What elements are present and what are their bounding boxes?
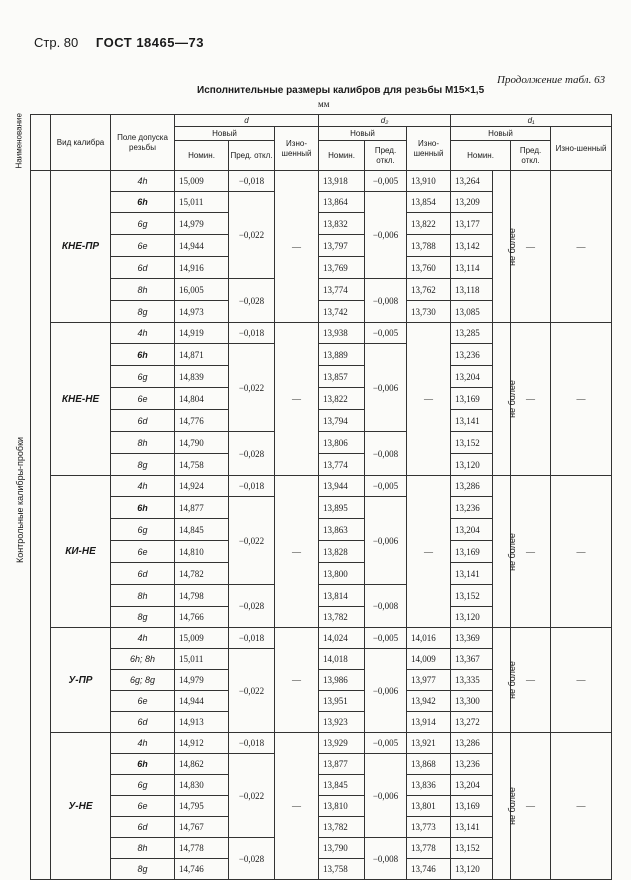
d2-new-header: Новый xyxy=(319,127,407,141)
d1-nominal-cell: 13,264 xyxy=(451,171,493,192)
d2-nominal-cell: 13,923 xyxy=(319,712,365,733)
d2-worn-cell: 14,009 xyxy=(407,649,451,670)
name-header-cell xyxy=(31,115,51,171)
d2-nominal-cell: 13,986 xyxy=(319,670,365,691)
d2-nominal-cell: 13,877 xyxy=(319,754,365,775)
tolerance-cell: 4h xyxy=(111,171,175,192)
gauge-type-cell: У-НЕ xyxy=(51,733,111,880)
d-deviation-cell: −0,028 xyxy=(229,279,275,323)
d-nominal-cell: 14,916 xyxy=(175,257,229,279)
d2-worn-cell: 13,778 xyxy=(407,838,451,859)
tolerance-cell: 6h xyxy=(111,344,175,366)
not-more-cell xyxy=(493,171,517,323)
d-deviation-cell: −0,022 xyxy=(229,192,275,279)
d-nominal-cell: 15,009 xyxy=(175,628,229,649)
d2-nominal-cell: 13,864 xyxy=(319,192,365,213)
d2-nominal-cell: 13,810 xyxy=(319,796,365,817)
tolerance-cell: 6h xyxy=(111,754,175,775)
d2-nominal-cell: 13,774 xyxy=(319,279,365,301)
d-deviation-cell: −0,018 xyxy=(229,171,275,192)
d2-nominal-cell: 13,951 xyxy=(319,691,365,712)
table-unit: мм xyxy=(318,99,330,109)
page-header xyxy=(34,35,204,50)
d-nominal-cell: 14,924 xyxy=(175,476,229,497)
d1-nominal-cell: 13,118 xyxy=(451,279,493,301)
d2-nominal-cell: 13,797 xyxy=(319,235,365,257)
d1-nominal-cell: 13,120 xyxy=(451,454,493,476)
tolerance-cell: 4h xyxy=(111,628,175,649)
gauge-type-cell: КНЕ-НЕ xyxy=(51,323,111,476)
d2-worn-cell: 13,868 xyxy=(407,754,451,775)
d1-nominal-cell: 13,169 xyxy=(451,541,493,563)
tolerance-cell: 6g xyxy=(111,775,175,796)
tolerance-cell: 6d xyxy=(111,257,175,279)
d1-deviation-cell: — xyxy=(511,323,551,476)
d2-worn-cell: 13,788 xyxy=(407,235,451,257)
tolerance-cell: 6e xyxy=(111,388,175,410)
tolerance-cell: 6h xyxy=(111,497,175,519)
tolerance-cell: 6e xyxy=(111,235,175,257)
tolerance-cell: 4h xyxy=(111,733,175,754)
d1-deviation-cell: — xyxy=(511,171,551,323)
d1-worn-header: Изно-шенный xyxy=(551,127,612,171)
d-nominal-cell: 14,871 xyxy=(175,344,229,366)
d1-nominal-cell: 13,335 xyxy=(451,670,493,691)
d2-worn-cell: 13,836 xyxy=(407,775,451,796)
d2-worn-cell: — xyxy=(407,476,451,628)
d2-nominal-cell: 13,800 xyxy=(319,563,365,585)
group-label: Контрольные калибры-пробки xyxy=(15,436,25,564)
tolerance-cell: 8g xyxy=(111,607,175,628)
continuation-note: Продолжение табл. 63 xyxy=(497,74,606,86)
gauge-type-cell: КИ-НЕ xyxy=(51,476,111,628)
page-number: Стр. 80 xyxy=(34,35,79,50)
d1-nominal-cell: 13,120 xyxy=(451,859,493,880)
tolerance-cell: 6g xyxy=(111,213,175,235)
d1-nominal-cell: 13,300 xyxy=(451,691,493,712)
d1-nominal-cell: 13,272 xyxy=(451,712,493,733)
d2-worn-cell: 13,730 xyxy=(407,301,451,323)
d2-nominal-cell: 13,769 xyxy=(319,257,365,279)
d-deviation-cell: −0,022 xyxy=(229,497,275,585)
d2-nominal-cell: 13,828 xyxy=(319,541,365,563)
d-nominal-cell: 14,913 xyxy=(175,712,229,733)
d1-nominal-cell: 13,169 xyxy=(451,796,493,817)
d-nominal-cell: 14,919 xyxy=(175,323,229,344)
d1-deviation-cell: — xyxy=(511,733,551,880)
d2-nominal-cell: 13,782 xyxy=(319,817,365,838)
d-nominal-cell: 14,973 xyxy=(175,301,229,323)
d-nominal-cell: 14,782 xyxy=(175,563,229,585)
d2-nominal-cell: 13,889 xyxy=(319,344,365,366)
d-worn-header: Изно-шенный xyxy=(275,127,319,171)
d2-deviation-cell: −0,008 xyxy=(365,279,407,323)
d1-nominal-cell: 13,204 xyxy=(451,519,493,541)
tolerance-cell: 6g xyxy=(111,519,175,541)
d-nominal-cell: 14,776 xyxy=(175,410,229,432)
d2-deviation-cell: −0,006 xyxy=(365,192,407,279)
d2-worn-cell: 13,977 xyxy=(407,670,451,691)
d2-worn-cell: 13,773 xyxy=(407,817,451,838)
d2-nominal-cell: 14,024 xyxy=(319,628,365,649)
tolerance-cell: 6e xyxy=(111,541,175,563)
d2-worn-cell: 13,746 xyxy=(407,859,451,880)
tolerance-cell: 6g; 8g xyxy=(111,670,175,691)
d1-nominal-cell: 13,236 xyxy=(451,344,493,366)
d1-deviation-cell: — xyxy=(511,476,551,628)
d1-nominal-cell: 13,141 xyxy=(451,563,493,585)
d-deviation-cell: −0,028 xyxy=(229,432,275,476)
d1-nominal-cell: 13,177 xyxy=(451,213,493,235)
d2-deviation-cell: −0,006 xyxy=(365,344,407,432)
d2-nominal-cell: 13,814 xyxy=(319,585,365,607)
d1-nominal-cell: 13,169 xyxy=(451,388,493,410)
d1-nominal-cell: 13,236 xyxy=(451,497,493,519)
tolerance-cell: 6d xyxy=(111,712,175,733)
d2-worn-cell: 13,910 xyxy=(407,171,451,192)
d2-nominal-cell: 13,938 xyxy=(319,323,365,344)
d-nominal-cell: 14,790 xyxy=(175,432,229,454)
not-more-label: не более xyxy=(506,532,517,571)
table-row xyxy=(31,171,612,192)
not-more-label: не более xyxy=(506,787,517,825)
d2-worn-cell: 13,822 xyxy=(407,213,451,235)
not-more-label: не более xyxy=(506,661,517,699)
d2-nominal-cell: 13,918 xyxy=(319,171,365,192)
d-deviation-cell: −0,022 xyxy=(229,649,275,733)
d2-header: d₂ xyxy=(319,115,451,127)
table-body xyxy=(31,171,612,880)
group-label-cell xyxy=(31,171,51,880)
tolerance-cell: 8h xyxy=(111,838,175,859)
d1-nominal-cell: 13,141 xyxy=(451,817,493,838)
table-row xyxy=(31,733,612,754)
d2-nominal-cell: 13,845 xyxy=(319,775,365,796)
tolerance-cell: 6h xyxy=(111,192,175,213)
d1-nominal-cell: 13,114 xyxy=(451,257,493,279)
d-worn-cell: — xyxy=(275,171,319,323)
gauge-table xyxy=(30,114,612,880)
not-more-cell xyxy=(493,628,517,733)
d1-deviation-cell: — xyxy=(511,628,551,733)
gauge-type-cell: КНЕ-ПР xyxy=(51,171,111,323)
d2-deviation-cell: −0,006 xyxy=(365,754,407,838)
d1-nominal-cell: 13,236 xyxy=(451,754,493,775)
d1-worn-cell: — xyxy=(551,171,612,323)
d2-nominal-cell: 13,806 xyxy=(319,432,365,454)
tolerance-cell: 6d xyxy=(111,817,175,838)
d-nominal-cell: 15,011 xyxy=(175,649,229,670)
d-nominal-cell: 14,804 xyxy=(175,388,229,410)
d1-nominal-cell: 13,285 xyxy=(451,323,493,344)
d-deviation-cell: −0,022 xyxy=(229,754,275,838)
d-worn-cell: — xyxy=(275,476,319,628)
d-deviation-header: Пред. откл. xyxy=(229,141,275,171)
d1-nominal-cell: 13,152 xyxy=(451,432,493,454)
d2-deviation-cell: −0,008 xyxy=(365,432,407,476)
d2-worn-cell: 14,016 xyxy=(407,628,451,649)
d-nominal-cell: 14,912 xyxy=(175,733,229,754)
table-row xyxy=(31,476,612,497)
d-deviation-cell: −0,018 xyxy=(229,323,275,344)
d2-deviation-cell: −0,008 xyxy=(365,838,407,880)
d1-nominal-cell: 13,286 xyxy=(451,476,493,497)
d-nominal-cell: 14,766 xyxy=(175,607,229,628)
d-nominal-cell: 14,979 xyxy=(175,213,229,235)
d-nominal-cell: 14,845 xyxy=(175,519,229,541)
d2-deviation-cell: −0,005 xyxy=(365,323,407,344)
d-nominal-cell: 14,839 xyxy=(175,366,229,388)
d1-nominal-cell: 13,369 xyxy=(451,628,493,649)
d1-nominal-cell: 13,286 xyxy=(451,733,493,754)
d2-nominal-cell: 13,758 xyxy=(319,859,365,880)
d-deviation-cell: −0,018 xyxy=(229,628,275,649)
d-worn-cell: — xyxy=(275,733,319,880)
d2-deviation-cell: −0,008 xyxy=(365,585,407,628)
d1-nominal-cell: 13,120 xyxy=(451,607,493,628)
not-more-cell xyxy=(493,323,517,476)
d1-nominal-cell: 13,367 xyxy=(451,649,493,670)
d1-nominal-cell: 13,142 xyxy=(451,235,493,257)
d-deviation-cell: −0,028 xyxy=(229,585,275,628)
d2-nominal-cell: 13,944 xyxy=(319,476,365,497)
d-nominal-cell: 14,944 xyxy=(175,235,229,257)
d2-nominal-cell: 13,832 xyxy=(319,213,365,235)
d-nominal-cell: 14,830 xyxy=(175,775,229,796)
tolerance-cell: 6g xyxy=(111,366,175,388)
d-deviation-cell: −0,018 xyxy=(229,733,275,754)
d1-nominal-cell: 13,209 xyxy=(451,192,493,213)
d2-worn-cell: 13,801 xyxy=(407,796,451,817)
d2-nominal-cell: 13,895 xyxy=(319,497,365,519)
d1-nominal-cell: 13,085 xyxy=(451,301,493,323)
d-nominal-cell: 14,758 xyxy=(175,454,229,476)
d-nominal-cell: 14,877 xyxy=(175,497,229,519)
d-nominal-cell: 14,862 xyxy=(175,754,229,775)
d1-nominal-cell: 13,204 xyxy=(451,775,493,796)
d2-deviation-cell: −0,005 xyxy=(365,476,407,497)
d-nominal-cell: 14,798 xyxy=(175,585,229,607)
tolerance-cell: 6h; 8h xyxy=(111,649,175,670)
d2-nominal-cell: 13,742 xyxy=(319,301,365,323)
d2-worn-cell: — xyxy=(407,323,451,476)
d2-deviation-cell: −0,005 xyxy=(365,733,407,754)
d-deviation-cell: −0,018 xyxy=(229,476,275,497)
d-nominal-header: Номин. xyxy=(175,141,229,171)
d2-nominal-cell: 13,782 xyxy=(319,607,365,628)
tolerance-cell: 6d xyxy=(111,563,175,585)
d1-worn-cell: — xyxy=(551,628,612,733)
d2-deviation-cell: −0,006 xyxy=(365,497,407,585)
not-more-cell xyxy=(493,733,517,880)
d2-nominal-cell: 13,790 xyxy=(319,838,365,859)
d2-worn-cell: 13,921 xyxy=(407,733,451,754)
d1-worn-cell: — xyxy=(551,476,612,628)
d-nominal-cell: 15,011 xyxy=(175,192,229,213)
tolerance-cell: 6d xyxy=(111,410,175,432)
not-more-label: не более xyxy=(506,380,517,418)
d-nominal-cell: 16,005 xyxy=(175,279,229,301)
standard-code: ГОСТ 18465—73 xyxy=(95,35,204,50)
tolerance-cell: 4h xyxy=(111,323,175,344)
d-nominal-cell: 14,810 xyxy=(175,541,229,563)
d2-nominal-cell: 13,929 xyxy=(319,733,365,754)
d1-nominal-cell: 13,152 xyxy=(451,838,493,859)
tolerance-cell: 8h xyxy=(111,279,175,301)
gauge-type-header: Вид калибра xyxy=(51,115,111,171)
d2-deviation-header: Пред. откл. xyxy=(365,141,407,171)
d2-nominal-cell: 13,774 xyxy=(319,454,365,476)
d-nominal-cell: 14,944 xyxy=(175,691,229,712)
d-new-header: Новый xyxy=(175,127,275,141)
d2-worn-cell: 13,914 xyxy=(407,712,451,733)
tolerance-cell: 6e xyxy=(111,796,175,817)
d-worn-cell: — xyxy=(275,628,319,733)
d2-nominal-cell: 13,794 xyxy=(319,410,365,432)
d2-nominal-cell: 13,857 xyxy=(319,366,365,388)
table-row xyxy=(31,628,612,649)
tolerance-cell: 8h xyxy=(111,585,175,607)
table-row xyxy=(31,323,612,344)
not-more-cell xyxy=(493,476,517,628)
table-title: Исполнительные размеры калибров для резьбы М15×1,5 xyxy=(197,85,485,96)
d-deviation-cell: −0,028 xyxy=(229,838,275,880)
d-nominal-cell: 15,009 xyxy=(175,171,229,192)
d1-nominal-cell: 13,152 xyxy=(451,585,493,607)
d1-deviation-header: Пред. откл. xyxy=(511,141,551,171)
d1-worn-cell: — xyxy=(551,323,612,476)
d2-worn-cell: 13,762 xyxy=(407,279,451,301)
d2-nominal-header: Номин. xyxy=(319,141,365,171)
name-column-header: Наименование xyxy=(14,113,24,169)
d-nominal-cell: 14,767 xyxy=(175,817,229,838)
d1-nominal-cell: 13,204 xyxy=(451,366,493,388)
d2-nominal-cell: 13,822 xyxy=(319,388,365,410)
d-deviation-cell: −0,022 xyxy=(229,344,275,432)
d2-worn-header: Изно-шенный xyxy=(407,127,451,171)
d2-nominal-cell: 14,018 xyxy=(319,649,365,670)
d1-header: d₁ xyxy=(451,115,612,127)
tolerance-header: Поле допуска резьбы xyxy=(111,115,175,171)
d1-nominal-header: Номин. xyxy=(451,141,511,171)
d2-deviation-cell: −0,005 xyxy=(365,171,407,192)
d1-new-header: Новый xyxy=(451,127,551,141)
d1-nominal-cell: 13,141 xyxy=(451,410,493,432)
d1-worn-cell: — xyxy=(551,733,612,880)
not-more-label: не более xyxy=(506,227,517,266)
tolerance-cell: 8h xyxy=(111,432,175,454)
d-nominal-cell: 14,778 xyxy=(175,838,229,859)
d-header: d xyxy=(175,115,319,127)
d2-worn-cell: 13,854 xyxy=(407,192,451,213)
d2-deviation-cell: −0,005 xyxy=(365,628,407,649)
tolerance-cell: 8g xyxy=(111,301,175,323)
tolerance-cell: 6e xyxy=(111,691,175,712)
d-worn-cell: — xyxy=(275,323,319,476)
d-nominal-cell: 14,979 xyxy=(175,670,229,691)
d-nominal-cell: 14,746 xyxy=(175,859,229,880)
d2-worn-cell: 13,760 xyxy=(407,257,451,279)
gauge-type-cell: У-ПР xyxy=(51,628,111,733)
d2-nominal-cell: 13,863 xyxy=(319,519,365,541)
d-nominal-cell: 14,795 xyxy=(175,796,229,817)
tolerance-cell: 8g xyxy=(111,859,175,880)
d2-worn-cell: 13,942 xyxy=(407,691,451,712)
tolerance-cell: 8g xyxy=(111,454,175,476)
tolerance-cell: 4h xyxy=(111,476,175,497)
d2-deviation-cell: −0,006 xyxy=(365,649,407,733)
